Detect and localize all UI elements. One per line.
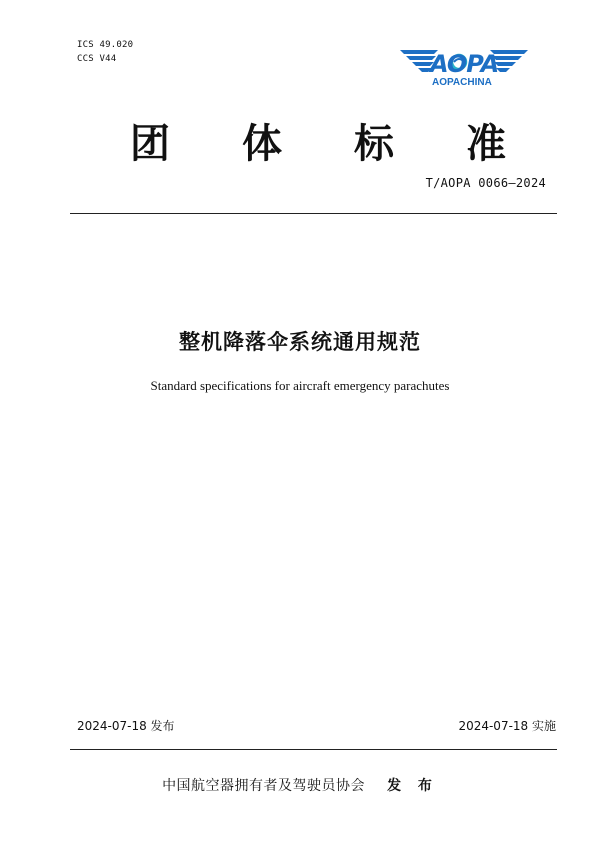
publisher-line [0,775,600,795]
standard-type-title [118,110,518,170]
bottom-divider [70,749,557,750]
title-char: 准 [466,120,506,167]
document-title-en: Standard specifications for aircraft emergency parachutes [150,378,450,393]
ccs-code: CCS V44 [77,54,117,64]
title-char: 体 [242,120,282,167]
implementation-date: 2024-07-18 实施 [458,719,556,733]
top-divider [70,213,557,214]
publisher-name: 中国航空器拥有者及驾驶员协会 [162,778,366,794]
title-char: 标 [354,120,394,167]
standard-number: T/AOPA 0066—2024 [425,176,546,190]
title-char: 团 [130,120,170,167]
aopa-china-logo [398,44,530,92]
issue-date: 2024-07-18 发布 [77,719,175,733]
logo-wordmark: AOPA [430,50,499,78]
publish-label: 发 布 [387,778,438,794]
document-title-cn: 整机降落伞系统通用规范 [179,330,421,354]
ics-code: ICS 49.020 [77,40,134,50]
logo-subtext: AOPACHINA [432,77,492,88]
